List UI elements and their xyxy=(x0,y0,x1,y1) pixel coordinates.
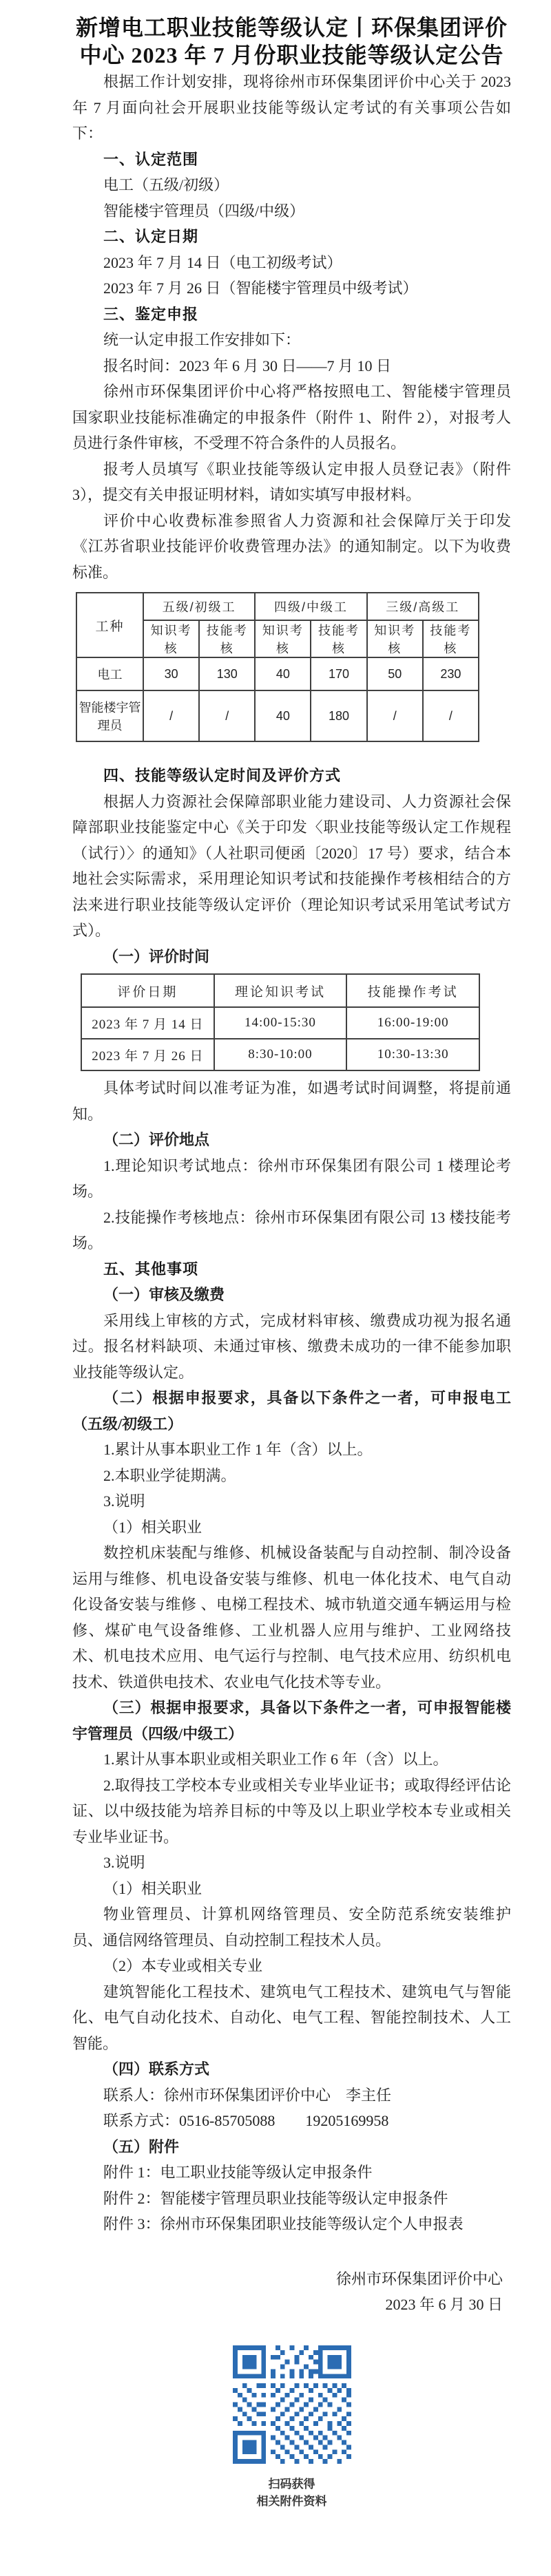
page-title-line1: 新增电工职业技能等级认定丨环保集团评价 xyxy=(75,15,508,40)
fee-value: 180 xyxy=(311,690,366,741)
electrician-related-majors: 数控机床装配与维修、机械设备装配与自动控制、制冷设备运用与维修、机电设备安装与维修、机电一体化技术、电气自动化设备安装与维修 、电梯工程技术、城市轨道交通车辆运用与检修、煤矿电气设备维修、工业机器人应用与维护、工业网络技术、机电技术应用、电气运行与控制、电气技术应用、纺织机电技术、铁道供电技术、农业电气化技术等专业。 xyxy=(72,1544,511,1691)
qr-block xyxy=(72,2345,511,2510)
eval-theory-time: 14:00-15:30 xyxy=(214,1007,347,1039)
eval-row-2 xyxy=(81,1039,479,1070)
eval-header-skill: 技能操作考试 xyxy=(346,974,479,1007)
eval-header-theory: 理论知识考试 xyxy=(214,974,347,1007)
section5-heading: 五、其他事项 xyxy=(103,1260,199,1278)
fee-value: 170 xyxy=(311,657,366,690)
fee-table xyxy=(76,592,479,742)
section4-heading: 四、技能等级认定时间及评价方式 xyxy=(103,767,342,784)
building-manager-condition-1: 1.累计从事本职业或相关职业工作 6 年（含）以上。 xyxy=(103,1751,448,1768)
subheading-electrician-conditions: （二）根据申报要求，具备以下条件之一者，可申报电工（五级/初级工） xyxy=(72,1389,511,1433)
fee-standard-paragraph: 评价中心收费标准参照省人力资源和社会保障厅关于印发《江苏省职业技能评价收费管理办法》的通知制定。以下为收费标准。 xyxy=(72,511,511,581)
electrician-note-label: 3.说明 xyxy=(103,1492,145,1510)
section2-heading: 二、认定日期 xyxy=(103,228,199,245)
building-manager-condition-2: 2.取得技工学校本专业或相关专业毕业证书；或取得经评估论证、以中级技能为培养目标的中等及以上职业学校本专业或相关专业毕业证书。 xyxy=(72,1776,511,1846)
qr-code-icon xyxy=(233,2345,351,2464)
fee-value: / xyxy=(199,690,255,741)
attachment-2: 附件 2：智能楼宇管理员职业技能等级认定申报条件 xyxy=(103,2189,448,2207)
contact-phone: 联系方式：0516-85705088 19205169958 xyxy=(103,2112,389,2129)
page-title xyxy=(72,14,511,69)
electrician-condition-1: 1.累计从事本职业工作 1 年（含）以上。 xyxy=(103,1441,373,1458)
building-manager-majors: 建筑智能化工程技术、建筑电气工程技术、建筑电气与智能化、电气自动化技术、自动化、电气工程、智能控制技术、人工智能。 xyxy=(72,1983,511,2052)
fee-row-name: 电工 xyxy=(76,657,143,690)
fee-subheader: 知识考核 xyxy=(367,620,423,657)
signature-org: 徐州市环保集团评价中心 xyxy=(335,2270,503,2288)
eval-skill-time: 16:00-19:00 xyxy=(346,1007,479,1039)
electrician-condition-2: 2.本职业学徒期满。 xyxy=(103,1466,236,1484)
eval-skill-time: 10:30-13:30 xyxy=(346,1039,479,1070)
subheading-building-manager-conditions: （三）根据申报要求，具备以下条件之一者，可申报智能楼宇管理员（四级/中级工） xyxy=(72,1699,511,1742)
eval-theory-time: 8:30-10:00 xyxy=(214,1039,347,1070)
fee-subheader: 知识考核 xyxy=(255,620,311,657)
section3-heading: 三、鉴定申报 xyxy=(103,305,199,323)
eval-header-date: 评价日期 xyxy=(81,974,214,1007)
intro-paragraph: 根据工作计划安排，现将徐州市环保集团评价中心关于 2023 年 7 月面向社会开展职业技能等级认定考试的有关事项公告如下： xyxy=(72,73,511,142)
fee-subheader: 技能考核 xyxy=(199,620,255,657)
building-manager-majors-label: （2）本专业或相关专业 xyxy=(103,1957,263,1974)
date-item-2: 2023 年 7 月 26 日（智能楼宇管理员中级考试） xyxy=(103,279,418,297)
qr-caption xyxy=(72,2475,511,2510)
signature-block xyxy=(72,2266,511,2318)
qr-caption-line2: 相关附件资料 xyxy=(256,2494,327,2508)
scope-item-building-manager: 智能楼宇管理员（四级/中级） xyxy=(103,202,305,220)
fee-row-electrician xyxy=(76,657,479,690)
fee-group-level5: 五级/初级工 xyxy=(143,593,255,620)
date-item-1: 2023 年 7 月 14 日（电工初级考试） xyxy=(103,253,342,271)
fee-row-building-manager xyxy=(76,690,479,741)
fee-value: 40 xyxy=(255,690,311,741)
building-manager-note-label: 3.说明 xyxy=(103,1854,145,1871)
registration-period: 报名时间：2023 年 6 月 30 日——7 月 10 日 xyxy=(103,357,392,374)
subheading-review-payment: （一）审核及缴费 xyxy=(103,1286,225,1303)
fee-value: 40 xyxy=(255,657,311,690)
attachment-1: 附件 1：电工职业技能等级认定申报条件 xyxy=(103,2164,373,2181)
page-title-line2: 中心 2023 年 7 月份职业技能等级认定公告 xyxy=(79,43,504,67)
fee-value: 130 xyxy=(199,657,255,690)
fee-group-level3: 三级/高级工 xyxy=(367,593,479,620)
scope-item-electrician: 电工（五级/初级） xyxy=(103,176,229,193)
attachment-3: 附件 3：徐州市环保集团职业技能等级认定个人申报表 xyxy=(103,2215,464,2232)
contact-person: 联系人：徐州市环保集团评价中心 李主任 xyxy=(103,2086,392,2104)
subheading-attachments: （五）附件 xyxy=(103,2137,180,2155)
condition-review-paragraph: 徐州市环保集团评价中心将严格按照电工、智能楼宇管理员国家职业技能标准确定的申报条件（附件 1、附件 2），对报考人员进行条件审核，不受理不符合条件的人员报名。 xyxy=(72,383,511,452)
building-manager-related-jobs: 物业管理员、计算机网络管理员、安全防范系统安装维护员、通信网络管理员、自动控制工程技术人员。 xyxy=(72,1905,511,1949)
exam-time-note: 具体考试时间以准考证为准，如遇考试时间调整，将提前通知。 xyxy=(72,1079,511,1123)
subheading-contact: （四）联系方式 xyxy=(103,2060,210,2078)
fee-value: / xyxy=(367,690,423,741)
subheading-eval-location: （二）评价地点 xyxy=(103,1131,210,1148)
fee-value: 230 xyxy=(423,657,479,690)
qr-caption-line1: 扫码获得 xyxy=(268,2477,315,2491)
fee-value: 50 xyxy=(367,657,423,690)
subheading-eval-time: （一）评价时间 xyxy=(103,947,210,965)
fee-row-name: 智能楼宇管理员 xyxy=(76,690,143,741)
evaluation-method-paragraph: 根据人力资源社会保障部职业能力建设司、人力资源社会保障部职业技能鉴定中心《关于印发〈职业技能等级认定工作规程（试行）〉的通知》（人社职司便函〔2020〕17 号）要求，结合本地社会实际需求，采用理论知识考试和技能操作考核相结合的方法来进行职业技能等级认定评价（理论知识考试采用笔试考试方式）。 xyxy=(72,792,511,939)
section1-heading: 一、认定范围 xyxy=(103,150,199,168)
fee-subheader: 技能考核 xyxy=(311,620,366,657)
fee-value: 30 xyxy=(143,657,199,690)
building-manager-related-jobs-label: （1）相关职业 xyxy=(103,1879,202,1897)
fee-group-level4: 四级/中级工 xyxy=(255,593,366,620)
fee-value: / xyxy=(143,690,199,741)
registration-form-paragraph: 报考人员填写《职业技能等级认定申报人员登记表》（附件 3），提交有关申报证明材料，请如实填写申报材料。 xyxy=(72,460,511,503)
evaluation-time-table xyxy=(81,973,480,1071)
fee-subheader: 知识考核 xyxy=(143,620,199,657)
review-payment-paragraph: 采用线上审核的方式，完成材料审核、缴费成功视为报名通过。报名材料缺项、未通过审核、缴费未成功的一律不能参加职业技能等级认定。 xyxy=(72,1311,511,1381)
fee-subheader: 技能考核 xyxy=(423,620,479,657)
fee-value: / xyxy=(423,690,479,741)
eval-row-1 xyxy=(81,1007,479,1039)
electrician-related-jobs-label: （1）相关职业 xyxy=(103,1518,202,1536)
application-arrangement: 统一认定申报工作安排如下： xyxy=(103,331,301,348)
theory-location: 1.理论知识考试地点：徐州市环保集团有限公司 1 楼理论考场。 xyxy=(72,1157,511,1200)
skill-location: 2.技能操作考核地点：徐州市环保集团有限公司 13 楼技能考场。 xyxy=(72,1208,511,1252)
fee-table-corner: 工种 xyxy=(76,593,143,657)
eval-date: 2023 年 7 月 26 日 xyxy=(81,1039,214,1070)
signature-date: 2023 年 6 月 30 日 xyxy=(385,2296,503,2313)
eval-date: 2023 年 7 月 14 日 xyxy=(81,1007,214,1039)
